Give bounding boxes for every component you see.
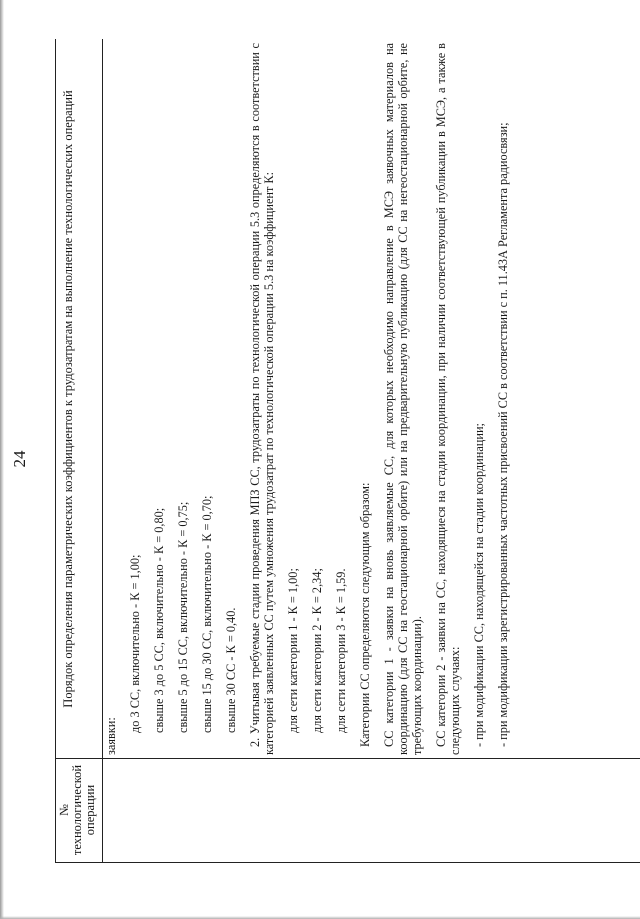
coefficient-item-3: свыше 5 до 15 СС, включительно - К = 0,75;	[176, 501, 190, 733]
paragraph-category-1: СС категории 1 - заявки на вновь заявляемые СС, для которых необходимо направление в МСЭ заявочных материалов на координацию (для СС на геостационарной орбите) или на предварительную публикацию (для СС на негеостационарной орбите, не требующих координации).	[382, 43, 424, 755]
paragraph-applications: заявки:	[104, 717, 118, 755]
category-coefficient-1: для сети категории 1 - К = 1,00;	[286, 568, 300, 733]
table-header-divider	[102, 39, 103, 863]
column-header-coefficients: Порядок определения параметрических коэффициентов к трудозатратам на выполнение технологических операций	[61, 90, 75, 708]
coefficient-item-5: свыше 30 СС - К = 0,40.	[224, 607, 238, 733]
table-column-divider	[55, 758, 640, 759]
category-coefficient-2: для сети категории 2 - К = 2,34;	[310, 568, 324, 733]
column-header-operation-text: технологической операции	[70, 764, 97, 856]
paragraph-categories-intro: Категории СС определяются следующим образом:	[358, 482, 372, 747]
paragraph-stage-coefficients: 2. Учитывая требуемые стадии проведения МПЗ СС, трудозатраты по технологической операции 5.3 определяются в соответствии с категорией заявленных СС путем умножения трудозатрат по технологической операции 5.3 на коэффициент К:	[248, 43, 276, 755]
coefficient-item-1: до 3 СС, включительно - К = 1,00;	[128, 554, 142, 733]
category-coefficient-3: для сети категории 3 - К = 1,59.	[334, 568, 348, 733]
list-item-modification: - при модификации СС, находящейся на стадии координации;	[472, 423, 486, 747]
column-header-operation-number	[58, 759, 97, 861]
paragraph-category-2: СС категории 2 - заявки на СС, находящиеся на стадии координации, при наличии соответствующей публикации в МСЭ, а также в следующих случаях:	[434, 43, 462, 755]
coefficient-item-2: свыше 3 до 5 СС, включительно - К = 0,80;	[152, 507, 166, 733]
number-sign: №	[57, 804, 71, 816]
table-cell-content	[104, 43, 510, 755]
list-item-registered-modification: - при модификации зарегистрированных частотных присвоений СС в соответствии с п. 11.43А Регламента радиосвязи;	[496, 122, 510, 747]
page-number: 24	[10, 450, 29, 468]
coefficient-item-4: свыше 15 до 30 СС, включительно - К = 0,70;	[200, 495, 214, 733]
